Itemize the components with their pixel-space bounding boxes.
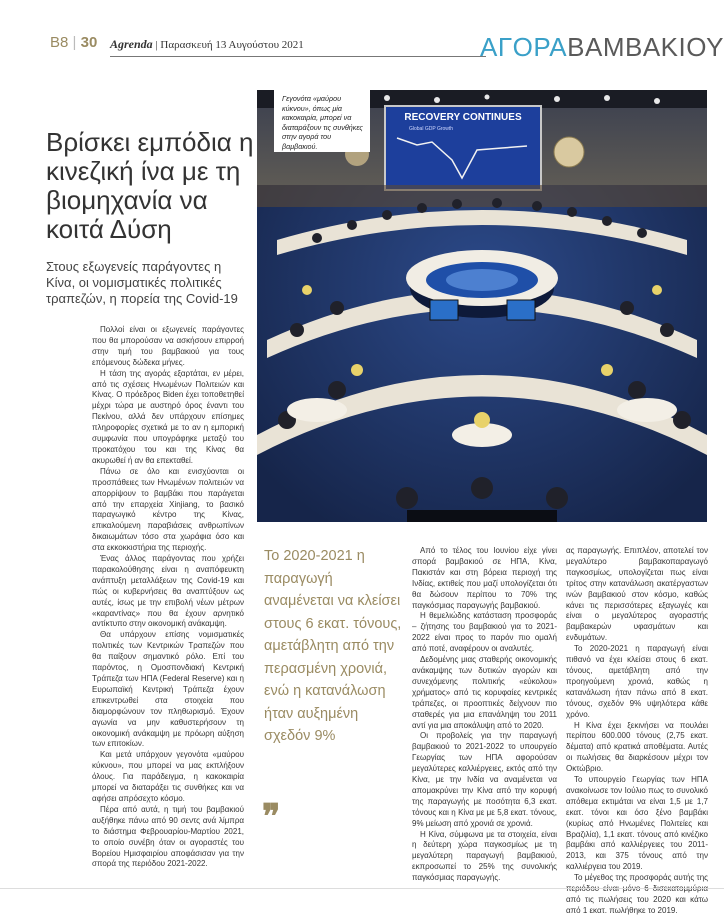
page-number: B8 | 30 [50,34,98,51]
screen-subtitle: Global GDP Growth [409,126,454,132]
paragraph: Οι προβολείς για την παραγωγή βαμβακιού το 2021-2022 το υπουργείο Γεωργίας των ΗΠΑ αφορούσαν μεγαλύτερες καλλιέργειες, εκτός από την Κίνα, με την Ινδία να αναμένεται να απομακρύνει την Κίνα από την κορυφή της παραγωγής με ποσότητα 6,3 εκατ. τόνους και η Κίνα με με 5,8 εκατ. τόνους, 9% μείωση από χρονιά σε χρονιά. [412,731,557,828]
paragraph: Δεδομένης μιας σταθερής οικονομικής ανάκαμψης των δυτικών αγορών και συνεχόμενης πολιτικής «εύκολου» χρήματος» από τις κορυφαίες κεντρικές τράπεζες, οι προοπτικές δείχνουν πιο σταθερές για μια επανάληψη του 2011 αντί για μια αποκάλυψη από το 2020. [412,655,557,730]
paragraph: Η τάση της αγοράς εξαρτάται, εν μέρει, από τις σχέσεις Ηνωμένων Πολιτειών και Κίνας. Ο πρόεδρος Biden έχει τοποθετηθεί μέχρι τώρα με αυστηρό όρος έναντι του Πεκίνου, αλλά δεν υπάρχουν επίσημες πληροφορίες σχετικά με το αν η εμπορική συμφωνία που υπογράφηκε μεταξύ του προκατόχου του και της Κίνας θα ακυρωθεί ή αν θα επεκταθεί. [92,368,244,465]
article-subtitle: Στους εξωγενείς παράγοντες η Κίνα, οι νομισματικές πολιτικές τραπεζών, η πορεία της Covid-19 [46,259,238,306]
header-rule [110,56,486,57]
paragraph: Το 2020-2021 η παραγωγή είναι πιθανό να έχει κλείσει στους 6 εκατ. τόνους, αμετάβλητη από την προηγούμενη χρονιά, καθώς η κατανάλωση ήταν πάνω από 8 εκατ. τόνους, σχεδόν 9% υψηλότερα κάθε χρόνο. [566,644,708,719]
paragraph: ας παραγωγής. Επιπλέον, αποτελεί τον μεγαλύτερο βαμβακοπαραγωγό παγκοσμίως, υπολογίζεται πως είναι τρίτος στην κατανάλωση ακατέργαστων ινών βαμβακιού στον κόσμο, καθώς κάνει τις περισσότερες εξαγωγές και είναι ο μεγαλύτερος αγοραστής βαμβακερών υφασμάτων και ενδυμάτων. [566,546,708,643]
paragraph: Το υπουργείο Γεωργίας των ΗΠΑ ανακοίνωσε τον Ιούλιο πως το συνολικό απόθεμα εκτιμάται να είναι 1,5 με 1,7 εκατ. τόνοι και όσο ξένο βαμβάκι (κυρίως από Ηνωμένες Πολιτείες και Βραζιλία), 1,1 εκατ. τόνους από κινέζικο βαμβάκι από καλλιέργειες του 2011-2013, και 375 τόνους από την καλλιέργεια του 2019. [566,775,708,872]
paragraph: Από το τέλος του Ιουνίου είχε γίνει σπορά βαμβακιού σε ΗΠΑ, Κίνα, Πακιστάν και στη βόρεια περιοχή της Ινδίας, εκτιθείς που μαζί υπολογίζεται ότι θα δώσουν περίπου το 70% της παγκόσμιας παραγωγής βαμβακιού. [412,546,557,610]
screen-title: RECOVERY CONTINUES [404,112,522,123]
article-headline: Βρίσκει εμπόδια η κινεζική ίνα με τη βιομηχανία να κοιτά Δύση [46,127,254,244]
conference-photo [257,90,707,522]
paragraph: Θα υπάρχουν επίσης νομισματικές πολιτικές των Κεντρικών Τραπεζών που θα παίξουν σημαντικό ρόλο. Επί του παρόντος, η Ομοσπονδιακή Κεντρική Τράπεζα των ΗΠΑ (Federal Reserve) και η Ευρωπαϊκή Κεντρική Τράπεζα έχουν επικεντρωθεί στα στοιχεία που διαμορφώνουν τον πληθωρισμό. Έχουν αγωνία να μην καθυστερήσουν τη οικονομική ανάκαμψη με πρόωρη αύξηση των επιτοκίων. [92,630,244,749]
conference-hall-illustration [257,90,707,522]
paragraph: Πέρα από αυτά, η τιμή του βαμβακιού αυξήθηκε πάνω από 90 σεντς ανά λίμπρα το διάστημα Φεβρουαρίου-Μαρτίου 2021, το οποίο συνέβη όταν οι αγοραστές του Βορείου Ημισφαιρίου αποφάσισαν για την σπορά της περιόδου 2021-2022. [92,804,244,869]
paragraph: Και μετά υπάρχουν γεγονότα «μαύρου κύκνου», που μπορεί να μας εκπλήξουν όλους. Για παράδειγμα, η κακοκαιρία μπορεί να διαταράξει τις συνθήκες και να αφήσει απρόσεχτο κόσμο. [92,750,244,803]
paragraph: Ένας άλλος παράγοντας που χρήζει παρακολούθησης είναι η αναπόφευκτη ανάπτυξη μεταλλάξεων της Covid-19 και πώς οι κυβερνήσεις θα αναπτύξουν ως αυτές, ίσως με την επιβολή νέων μέτρων «καραντίνας» που θα έχουν αρνητικό αντίκτυπο στην οικονομική ανάκαμψη. [92,554,244,629]
article-column-4 [566,546,708,917]
article-column-3 [412,546,557,884]
pull-quote: Το 2020-2021 η παραγωγή αναμένεται να κλείσει στους 6 εκατ. τόνους, αμετάβλητη από την περασμένη χρονιά, ενώ η κατανάλωση ήταν αυξημένη σχεδόν 9% [264,548,402,744]
photo-caption: Γεγονότα «μαύρου κύκνου», όπως μία κακοκαιρία, μπορεί να διαταράξουν τις συνθήκες στην αγορά του βαμβακιού. [274,88,370,152]
paragraph: Πάνω σε όλο και ενισχύονται οι προσπάθειες των Ηνωμένων πολιτειών να απορρίψουν το βαμβάκι που παράγεται από την επαρχεία Xinjiang, το βασικό παραγωγικό κέντρο της Κίνας, επικαλούμενη παραβιάσεις ανθρωπίνων δικαιωμάτων τόσο στα χωράφια όσο και στα εκκοκκιστήρια της περιοχής. [92,466,244,553]
article-column-1 [92,325,244,870]
quote-mark-icon: ❞ [262,797,281,837]
paragraph: Η Κίνα έχει ξεκινήσει να πουλάει περίπου 600.000 τόνους (2,75 εκατ. δέματα) από κρατικά αποθέματα. Αυτές οι πωλήσεις θα διαρκέσουν μέχρι τον Οκτώβριο. [566,720,708,774]
paragraph: Η θεμελιώδης κατάσταση προσφοράς – ζήτησης του βαμβακιού για το 2021-2022 είναι προς το παρόν πιο ομαλή από ποτέ, αναφέρουν οι αναλυτές. [412,611,557,654]
publication-name: Agrenda [110,37,153,51]
section-title: ΑΓΟΡΑΒΑΜΒΑΚΙΟΥ [480,32,724,62]
paragraph: Η Κίνα, σύμφωνα με τα στοιχεία, είναι η δεύτερη χώρα παγκοσμίως με τη μεγαλύτερη παραγωγή βαμβακιού, εκπροσωπεί το 25% της συνολικής παγκόσμιας παραγωγής. [412,829,557,883]
page-header [0,0,724,66]
issue-date: | Παρασκευή 13 Αυγούστου 2021 [155,39,304,51]
paragraph: Το μέγεθος της προσφοράς αυτής της από τις πωλήσεις του 2020 και κάτω από 1 εκατ. πωλήθηκε το 2019. [566,873,708,915]
paragraph: Πολλοί είναι οι εξωγενείς παράγοντες που θα μπορούσαν να ασκήσουν επιρροή στην τιμή του βαμβακιού για τους επόμενους δώδεκα μήνες. [92,325,244,367]
page-bottom-rule [0,888,724,889]
masthead [110,37,304,52]
